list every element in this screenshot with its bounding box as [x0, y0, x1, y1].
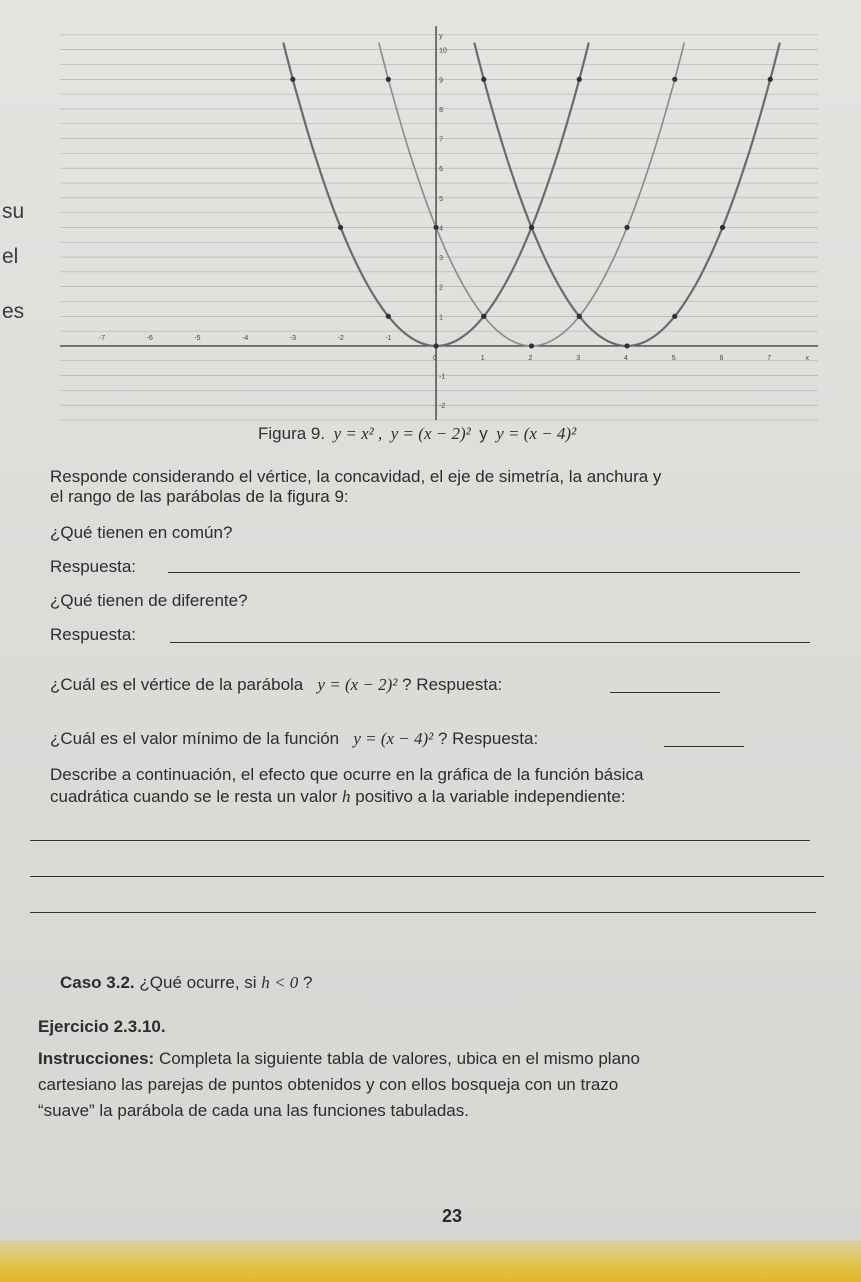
y-tick-label: y: [439, 32, 443, 40]
describe-line-2: [50, 786, 626, 807]
parabola-curves: [283, 43, 780, 346]
question-common: ¿Qué tienen en común?: [50, 523, 233, 542]
data-point: [529, 343, 534, 348]
answer-line-2[interactable]: [170, 642, 810, 643]
margin-fragment-es: es: [2, 300, 25, 323]
describe-answer-line-2[interactable]: [30, 876, 824, 877]
x-tick-label: 5: [671, 354, 676, 362]
describe-answer-line-1[interactable]: [30, 840, 810, 841]
data-point: [386, 77, 391, 82]
figure-9-graph: [58, 18, 828, 438]
y-tick-label: 8: [439, 106, 443, 114]
tick-labels: [99, 33, 810, 410]
data-point: [481, 314, 486, 319]
x-tick-label: -1: [385, 334, 392, 342]
question-vertex-formula: y = (x − 2)²: [317, 675, 398, 694]
caso-3-2: [60, 972, 312, 993]
data-point: [433, 343, 438, 348]
intro-line-1: Responde considerando el vértice, la concavidad, el eje de simetría, la anchura y: [50, 467, 662, 486]
instrucciones-line-3: “suave” la parábola de cada una las funciones tabuladas.: [38, 1101, 469, 1120]
y-tick-label: 6: [439, 166, 443, 174]
data-point: [624, 343, 629, 348]
instrucciones-text-1: Completa la siguiente tabla de valores, ubica en el mismo plano: [158, 1049, 640, 1068]
x-tick-label: x: [805, 354, 809, 362]
data-point: [481, 77, 486, 82]
data-point: [338, 225, 343, 230]
question-minimum: [50, 728, 538, 749]
question-minimum-text: ¿Cuál es el valor mínimo de la función: [50, 729, 340, 748]
data-point: [386, 314, 391, 319]
instrucciones-line-1: [38, 1048, 838, 1069]
caso-question: ¿Qué ocurre, si: [139, 973, 257, 992]
question-minimum-formula: y = (x − 4)²: [353, 729, 434, 748]
question-different: ¿Qué tienen de diferente?: [50, 591, 248, 610]
answer-line-vertex[interactable]: [610, 692, 720, 693]
data-point: [624, 225, 629, 230]
describe-line-1: Describe a continuación, el efecto que ocurre en la gráfica de la función básica: [50, 765, 644, 784]
x-tick-label: 7: [767, 354, 772, 362]
question-vertex-suffix: ? Respuesta:: [402, 675, 503, 694]
x-tick-label: 0: [433, 354, 437, 362]
margin-fragment-su: su: [2, 200, 25, 223]
x-tick-label: -6: [146, 334, 153, 342]
caption-separator: ,: [378, 424, 383, 443]
x-tick-label: -7: [98, 334, 106, 342]
x-tick-label: -2: [337, 334, 344, 342]
question-vertex-text: ¿Cuál es el vértice de la parábola: [50, 675, 304, 694]
formula-f2: y = (x − 2)²: [390, 424, 471, 443]
x-tick-label: 2: [528, 354, 533, 362]
y-tick-label: -1: [439, 373, 446, 381]
data-point: [529, 225, 534, 230]
x-tick-label: -3: [289, 334, 297, 342]
question-minimum-suffix: ? Respuesta:: [438, 729, 539, 748]
data-point: [433, 225, 438, 230]
data-point: [672, 314, 677, 319]
y-tick-label: -2: [439, 403, 446, 411]
answer-line-minimum[interactable]: [664, 746, 744, 747]
caso-formula: h < 0: [261, 973, 299, 992]
desk-edge: [0, 1240, 861, 1282]
x-tick-label: -5: [194, 334, 201, 342]
y-tick-label: 9: [439, 77, 443, 85]
ejercicio-title: Ejercicio 2.3.10.: [38, 1017, 166, 1036]
y-tick-label: 3: [439, 255, 443, 263]
x-tick-label: 6: [719, 354, 724, 362]
describe-variable-h: h: [342, 787, 351, 806]
answer-line-1[interactable]: [168, 572, 800, 573]
y-tick-label: 5: [439, 195, 443, 203]
instrucciones-line-2: cartesiano las parejas de puntos obtenidos y con ellos bosqueja con un trazo: [38, 1075, 619, 1094]
x-tick-label: 1: [480, 354, 485, 362]
data-point: [672, 77, 677, 82]
y-tick-label: 7: [439, 136, 443, 144]
y-tick-label: 4: [439, 225, 443, 233]
x-tick-label: 4: [624, 354, 628, 362]
data-point: [720, 225, 725, 230]
x-tick-label: 3: [576, 354, 581, 362]
margin-fragment-el: el: [2, 245, 19, 268]
describe-text-a: cuadrática cuando se le resta un valor: [50, 787, 338, 806]
y-tick-label: 1: [439, 314, 443, 322]
page-number: 23: [442, 1206, 463, 1226]
question-vertex: [50, 674, 502, 695]
y-tick-label: 2: [439, 284, 443, 292]
x-tick-label: -4: [242, 334, 249, 342]
figure-label: Figura 9.: [258, 424, 326, 443]
caso-qmark: ?: [303, 973, 313, 992]
parabola-3: [474, 43, 780, 346]
figure-caption: [258, 424, 576, 444]
describe-text-b: positivo a la variable independiente:: [355, 787, 626, 806]
instrucciones-label: Instrucciones:: [38, 1049, 155, 1068]
answer-label-2: Respuesta:: [50, 625, 136, 644]
describe-answer-line-3[interactable]: [30, 912, 816, 913]
parabola-2: [379, 43, 685, 346]
y-tick-label: 10: [439, 47, 447, 55]
data-point: [577, 77, 582, 82]
data-point: [768, 77, 773, 82]
formula-f3: y = (x − 4)²: [496, 424, 577, 443]
formula-f1: y = x²: [333, 424, 374, 443]
answer-label-1: Respuesta:: [50, 557, 136, 576]
data-point: [577, 314, 582, 319]
caption-conjunction: y: [479, 424, 488, 443]
caso-label: Caso 3.2.: [60, 973, 135, 992]
intro-line-2: el rango de las parábolas de la figura 9:: [50, 487, 349, 506]
data-point: [290, 77, 295, 82]
